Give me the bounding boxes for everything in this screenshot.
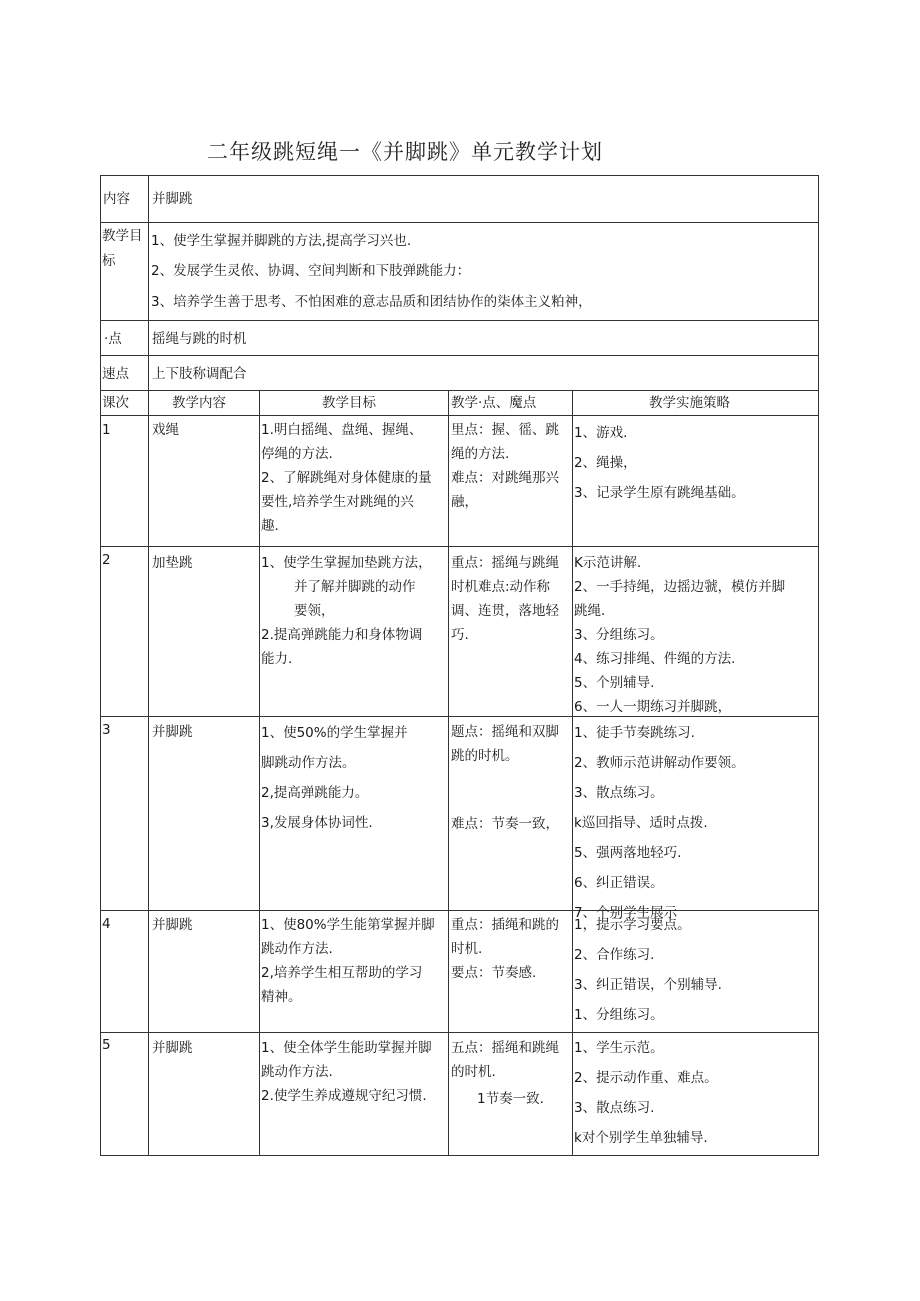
point-text: 绳的方法. bbox=[451, 446, 510, 462]
goal-text: 要性,培养学生对跳绳的兴 bbox=[261, 494, 414, 510]
strategy-text: 2、一手持绳，边摇边虢，模仿并脚 bbox=[574, 579, 786, 595]
goal-text: 趣. bbox=[261, 518, 279, 534]
lesson-goals bbox=[261, 551, 447, 715]
strategy-text: 2、绳操， bbox=[574, 455, 637, 471]
strategy-text: k对个别学生单独辅导. bbox=[574, 1130, 708, 1146]
strategy-text: 6、一人一期练习并脚跳， bbox=[574, 699, 732, 715]
column-divider bbox=[572, 390, 573, 1156]
header-content: 教学内容 bbox=[172, 395, 226, 411]
lesson-strategy bbox=[574, 910, 817, 1031]
strategy-text: 6、纠正错误。 bbox=[574, 875, 664, 891]
column-divider bbox=[259, 390, 260, 1156]
point-text: 1节奏一致. bbox=[477, 1091, 544, 1107]
lesson-points bbox=[451, 720, 571, 908]
lesson-content: 并脚跳 bbox=[152, 1040, 193, 1056]
goal-text: 精神。 bbox=[261, 989, 302, 1005]
lesson-content: 并脚跳 bbox=[152, 724, 193, 740]
strategy-text: 3、散点练习。 bbox=[574, 785, 664, 801]
strategy-text: 3、散点练习. bbox=[574, 1100, 655, 1116]
goal-text: 脚跳动作方法。 bbox=[261, 755, 356, 771]
point-text: 五点：摇绳和跳绳 bbox=[451, 1040, 559, 1056]
header-points: 教学·点、魔点 bbox=[451, 395, 537, 411]
goal-text: 1、使全体学生能助掌握并脚 bbox=[261, 1040, 432, 1056]
lesson-content: 并脚跳 bbox=[152, 917, 193, 933]
lesson-content: 戏绳 bbox=[152, 422, 179, 438]
lesson-number: 2 bbox=[102, 552, 111, 568]
strategy-text: 2、教师示范讲解动作要领。 bbox=[574, 755, 745, 771]
strategy-text: 4、练习排绳、件绳的方法. bbox=[574, 651, 736, 667]
lesson-strategy bbox=[574, 551, 817, 715]
strategy-text: k巡回指导、适时点拨. bbox=[574, 815, 708, 831]
point-text: 融， bbox=[451, 494, 478, 510]
header-lesson: 课次 bbox=[102, 395, 129, 411]
goal-text: 2、了解跳绳对身体健康的量 bbox=[261, 470, 432, 486]
goal-line: 3、培养学生善于思考、不怕困难的意志品质和团结协作的柒体主义粕神， bbox=[151, 294, 592, 310]
goal-text: 2,提高弹跳能力。 bbox=[261, 785, 369, 801]
key-point-label: ·点 bbox=[104, 331, 122, 347]
point-text: 重点：插绳和跳的 bbox=[451, 917, 559, 933]
point-text: 跳的时机。 bbox=[451, 748, 519, 764]
strategy-text: 1、学生示范。 bbox=[574, 1040, 664, 1056]
strategy-text: 7、个别学生展示 bbox=[574, 905, 678, 921]
goals-label-cont: 标 bbox=[102, 253, 116, 269]
strategy-text: 2、提示动作重、难点。 bbox=[574, 1070, 718, 1086]
goal-text: 跳动作方法. bbox=[261, 941, 333, 957]
row-divider bbox=[100, 320, 819, 321]
content-value: 并脚跳 bbox=[152, 191, 193, 207]
strategy-text: 3、记录学生原有跳绳基础。 bbox=[574, 485, 745, 501]
goals-label: 教学目 bbox=[102, 228, 143, 244]
lesson-points bbox=[451, 551, 571, 715]
goal-text: 并了解并脚跳的动作 bbox=[294, 579, 416, 595]
content-label: 内容 bbox=[103, 191, 130, 207]
column-divider bbox=[148, 175, 149, 1156]
lesson-strategy bbox=[574, 1033, 817, 1154]
goal-text: 1、使80%学生能第掌握并脚 bbox=[261, 917, 435, 933]
lesson-strategy bbox=[574, 418, 817, 544]
point-text: 重点：摇绳与跳绳 bbox=[451, 555, 559, 571]
row-divider bbox=[100, 355, 819, 356]
strategy-text: 5、强两落地轻巧. bbox=[574, 845, 682, 861]
strategy-text: 3、分组练习。 bbox=[574, 627, 664, 643]
point-text bbox=[451, 768, 571, 812]
lesson-points bbox=[451, 1036, 571, 1154]
point-text: 时机. bbox=[451, 941, 483, 957]
goal-text: 1、使50%的学生掌握并 bbox=[261, 725, 408, 741]
lesson-goals bbox=[261, 718, 447, 908]
lesson-strategy bbox=[574, 718, 817, 921]
point-text: 题点：摇绳和双脚 bbox=[451, 724, 559, 740]
goal-text: 2.使学生养成遵规守纪习惯. bbox=[261, 1088, 427, 1104]
difficulty-value: 上下肢称调配合 bbox=[152, 366, 247, 382]
lesson-goals bbox=[261, 418, 447, 544]
strategy-text: 1，提示学习要点。 bbox=[574, 917, 691, 933]
point-text: 巧. bbox=[451, 627, 469, 643]
goal-line: 1、使学生掌握并脚跳的方法,提高学习兴也. bbox=[151, 233, 412, 249]
point-text: 调、连贯，落地轻 bbox=[451, 603, 559, 619]
point-text: 的时机. bbox=[451, 1064, 496, 1080]
point-text: 难点：节奏一致， bbox=[451, 816, 559, 832]
strategy-text: 跳绳. bbox=[574, 603, 606, 619]
document-title: 二年级跳短绳一《并脚跳》单元教学计划 bbox=[207, 140, 603, 164]
column-divider bbox=[448, 390, 449, 1156]
point-text: 难点：对跳绳那兴 bbox=[451, 470, 559, 486]
header-goals: 教学目标 bbox=[322, 395, 376, 411]
lesson-points bbox=[451, 913, 571, 1031]
point-text: 时机难点:动作称 bbox=[451, 579, 551, 595]
point-text: 里点：握、徭、跳 bbox=[451, 422, 559, 438]
lesson-number: 4 bbox=[102, 916, 111, 932]
strategy-text: 3、纠正错误，个别辅导. bbox=[574, 977, 722, 993]
goal-text: 1.明白摇绳、盘绳、握绳、 bbox=[261, 422, 423, 438]
strategy-text: 2、合作练习. bbox=[574, 947, 655, 963]
strategy-text: 1、游戏. bbox=[574, 425, 628, 441]
point-text: 要点：节奏感. bbox=[451, 965, 537, 981]
lesson-number: 3 bbox=[102, 722, 111, 738]
goal-text: 能力. bbox=[261, 651, 293, 667]
lesson-number: 1 bbox=[102, 422, 111, 438]
strategy-text: 1、徒手节奏跳练习. bbox=[574, 725, 695, 741]
goal-line: 2、发展学生灵侬、协调、空间判断和下肢弹跳能力： bbox=[151, 263, 471, 279]
strategy-text: K示范讲解. bbox=[574, 555, 642, 571]
goal-text: 1、使学生掌握加垫跳方法， bbox=[261, 555, 432, 571]
lesson-content: 加垫跳 bbox=[152, 555, 193, 571]
goal-text: 跳动作方法. bbox=[261, 1064, 333, 1080]
row-divider bbox=[100, 546, 819, 547]
difficulty-label: 速点 bbox=[102, 366, 129, 382]
goal-text: 3,发展身体协词性. bbox=[261, 815, 373, 831]
lesson-goals bbox=[261, 1036, 447, 1154]
strategy-text: 1、分组练习。 bbox=[574, 1007, 664, 1023]
goal-text: 要领， bbox=[294, 603, 335, 619]
header-strategy: 教学实施策略 bbox=[649, 395, 730, 411]
lesson-number: 5 bbox=[102, 1037, 111, 1053]
key-point-value: 摇绳与跳的时机 bbox=[152, 331, 247, 347]
row-divider bbox=[100, 222, 819, 223]
lesson-goals bbox=[261, 913, 447, 1031]
goal-text: 2.提高弹跳能力和身体物调 bbox=[261, 627, 423, 643]
goal-text: 停绳的方法. bbox=[261, 446, 333, 462]
lesson-points bbox=[451, 418, 571, 544]
strategy-text: 5、个别辅导. bbox=[574, 675, 655, 691]
goal-text: 2,培养学生相互帮助的学习 bbox=[261, 965, 423, 981]
